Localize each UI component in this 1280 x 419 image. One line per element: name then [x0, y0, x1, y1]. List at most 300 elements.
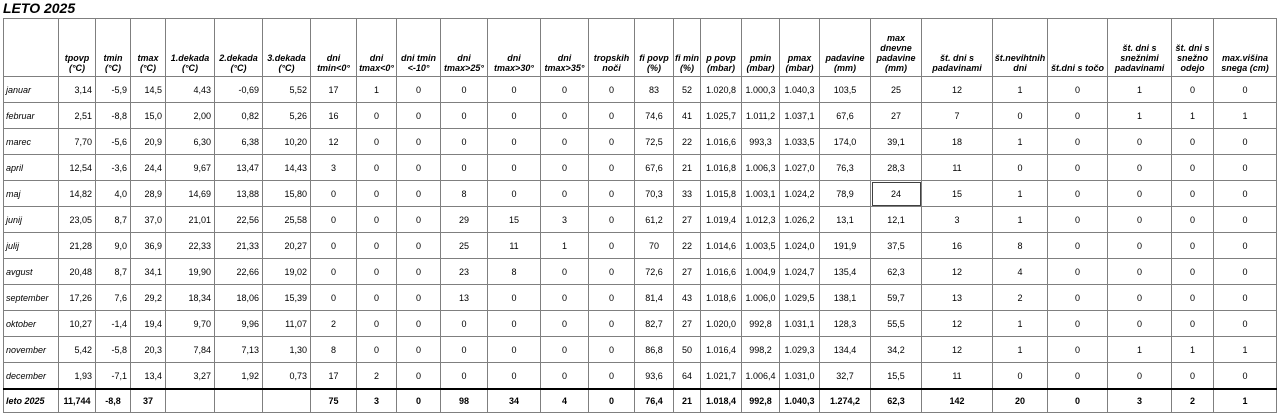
data-cell[interactable]: 18,34	[166, 285, 215, 311]
data-cell[interactable]: 15	[488, 207, 541, 233]
data-cell[interactable]: 0	[441, 311, 488, 337]
data-cell[interactable]: 0	[1214, 129, 1277, 155]
data-cell[interactable]: 0	[1214, 285, 1277, 311]
data-cell[interactable]: 1.024,0	[780, 233, 820, 259]
total-cell[interactable]: 62,3	[871, 389, 922, 413]
data-cell[interactable]: 10,20	[263, 129, 311, 155]
data-cell[interactable]: 0	[589, 181, 635, 207]
column-header[interactable]: dni tmin<0°	[311, 19, 357, 77]
data-cell[interactable]: 191,9	[820, 233, 871, 259]
month-cell[interactable]: februar	[4, 103, 59, 129]
data-cell[interactable]: 32,7	[820, 363, 871, 390]
data-cell[interactable]: 0	[541, 363, 589, 390]
data-cell[interactable]: 1	[1214, 337, 1277, 363]
data-cell[interactable]: 0	[357, 285, 397, 311]
data-cell[interactable]: 10,27	[59, 311, 96, 337]
data-cell[interactable]: 1.018,6	[701, 285, 742, 311]
data-cell[interactable]: 1.006,4	[742, 363, 780, 390]
total-cell[interactable]: 3	[1108, 389, 1172, 413]
data-cell[interactable]: 15	[922, 181, 993, 207]
data-cell[interactable]: 86,8	[635, 337, 674, 363]
data-cell[interactable]: 5,26	[263, 103, 311, 129]
data-cell[interactable]: 50	[674, 337, 701, 363]
total-cell[interactable]: 37	[131, 389, 166, 413]
data-cell[interactable]: 37,5	[871, 233, 922, 259]
data-cell[interactable]: 0	[397, 285, 441, 311]
data-cell[interactable]: 0	[1172, 155, 1214, 181]
data-cell[interactable]: 13,4	[131, 363, 166, 390]
data-cell[interactable]: 0	[488, 285, 541, 311]
data-cell[interactable]: 1	[993, 77, 1048, 103]
column-header[interactable]: tropskih noči	[589, 19, 635, 77]
data-cell[interactable]: 0	[1048, 155, 1108, 181]
data-cell[interactable]: 83	[635, 77, 674, 103]
data-cell[interactable]: 135,4	[820, 259, 871, 285]
data-cell[interactable]: 138,1	[820, 285, 871, 311]
column-header[interactable]: št.dni s točo	[1048, 19, 1108, 77]
data-cell[interactable]: 27	[674, 259, 701, 285]
data-cell[interactable]: 23	[441, 259, 488, 285]
total-cell[interactable]: 992,8	[742, 389, 780, 413]
data-cell[interactable]: 0	[397, 363, 441, 390]
total-cell[interactable]: 0	[397, 389, 441, 413]
data-cell[interactable]: 22,33	[166, 233, 215, 259]
data-cell[interactable]: 0	[589, 363, 635, 390]
data-cell[interactable]: 7	[922, 103, 993, 129]
data-cell[interactable]: 6,30	[166, 129, 215, 155]
data-cell[interactable]: 0	[1108, 181, 1172, 207]
data-cell[interactable]: 0	[1048, 77, 1108, 103]
data-cell[interactable]: 1,30	[263, 337, 311, 363]
data-cell[interactable]: 0	[1108, 363, 1172, 390]
data-cell[interactable]: 11	[922, 155, 993, 181]
data-cell[interactable]: 103,5	[820, 77, 871, 103]
data-cell[interactable]: 0	[1108, 207, 1172, 233]
data-cell[interactable]: 19,02	[263, 259, 311, 285]
data-cell[interactable]: 0	[589, 77, 635, 103]
data-cell[interactable]: 0	[1048, 181, 1108, 207]
data-cell[interactable]: 81,4	[635, 285, 674, 311]
column-header[interactable]: dni tmax>25°	[441, 19, 488, 77]
data-cell[interactable]: 28,3	[871, 155, 922, 181]
data-cell[interactable]: 0	[357, 155, 397, 181]
data-cell[interactable]: 1.006,0	[742, 285, 780, 311]
data-cell[interactable]: 0	[488, 181, 541, 207]
data-cell[interactable]: 22	[674, 129, 701, 155]
data-cell[interactable]: 0	[589, 285, 635, 311]
data-cell[interactable]: 76,3	[820, 155, 871, 181]
data-cell[interactable]: 0	[1048, 129, 1108, 155]
data-cell[interactable]: 0	[441, 103, 488, 129]
data-cell[interactable]: 39,1	[871, 129, 922, 155]
column-header[interactable]: dni tmax>30°	[488, 19, 541, 77]
data-cell[interactable]: 20,48	[59, 259, 96, 285]
column-header[interactable]: tpovp (°C)	[59, 19, 96, 77]
data-cell[interactable]: 0	[397, 207, 441, 233]
data-cell[interactable]: 8	[488, 259, 541, 285]
total-cell[interactable]: 0	[1048, 389, 1108, 413]
data-cell[interactable]: 62,3	[871, 259, 922, 285]
data-cell[interactable]: 14,82	[59, 181, 96, 207]
data-cell[interactable]: 1.014,6	[701, 233, 742, 259]
column-header[interactable]: 2.dekada (°C)	[215, 19, 263, 77]
data-cell[interactable]: 61,2	[635, 207, 674, 233]
data-cell[interactable]: 0	[1108, 259, 1172, 285]
data-cell[interactable]: 0	[441, 77, 488, 103]
data-cell[interactable]: 1	[357, 77, 397, 103]
data-cell[interactable]: 17	[311, 77, 357, 103]
total-cell[interactable]: 21	[674, 389, 701, 413]
data-cell[interactable]: 55,5	[871, 311, 922, 337]
data-cell[interactable]: 0	[357, 207, 397, 233]
data-cell[interactable]: 0	[589, 311, 635, 337]
total-cell[interactable]: 75	[311, 389, 357, 413]
data-cell[interactable]: 0	[397, 103, 441, 129]
data-cell[interactable]: 0,73	[263, 363, 311, 390]
total-cell[interactable]: 20	[993, 389, 1048, 413]
data-cell[interactable]: 67,6	[820, 103, 871, 129]
data-cell[interactable]: 1,92	[215, 363, 263, 390]
data-cell[interactable]: 13,47	[215, 155, 263, 181]
data-cell[interactable]: 0	[441, 337, 488, 363]
data-cell[interactable]: -7,1	[96, 363, 131, 390]
data-cell[interactable]: 11,07	[263, 311, 311, 337]
data-cell[interactable]: 8	[311, 337, 357, 363]
data-cell[interactable]: 0	[541, 311, 589, 337]
data-cell[interactable]: 0	[993, 103, 1048, 129]
data-cell[interactable]: 16	[922, 233, 993, 259]
data-cell[interactable]: 0	[397, 233, 441, 259]
data-cell[interactable]: 0	[541, 77, 589, 103]
total-cell[interactable]: 1.274,2	[820, 389, 871, 413]
data-cell[interactable]: 0	[441, 129, 488, 155]
total-cell[interactable]: 2	[1172, 389, 1214, 413]
data-cell[interactable]: 1	[993, 207, 1048, 233]
data-cell[interactable]: 0	[589, 129, 635, 155]
month-cell[interactable]: december	[4, 363, 59, 390]
column-header[interactable]: max.višina snega (cm)	[1214, 19, 1277, 77]
data-cell[interactable]: 3	[541, 207, 589, 233]
data-cell[interactable]: 70,3	[635, 181, 674, 207]
data-cell[interactable]: 0	[357, 233, 397, 259]
data-cell[interactable]: 13	[922, 285, 993, 311]
data-cell[interactable]: 0	[589, 337, 635, 363]
data-cell[interactable]: 0	[1172, 129, 1214, 155]
data-cell[interactable]: 36,9	[131, 233, 166, 259]
column-header[interactable]: max dnevne padavine (mm)	[871, 19, 922, 77]
data-cell[interactable]: 7,13	[215, 337, 263, 363]
data-cell[interactable]: 0	[1214, 363, 1277, 390]
data-cell[interactable]: 15,5	[871, 363, 922, 390]
data-cell[interactable]: 1	[993, 181, 1048, 207]
data-cell[interactable]: 3	[922, 207, 993, 233]
total-cell[interactable]: 4	[541, 389, 589, 413]
data-cell[interactable]: 22,66	[215, 259, 263, 285]
data-cell[interactable]: 0	[488, 129, 541, 155]
data-cell[interactable]: 22,56	[215, 207, 263, 233]
data-cell[interactable]: 1	[993, 337, 1048, 363]
data-cell[interactable]: 8,7	[96, 259, 131, 285]
data-cell[interactable]: 0	[1108, 311, 1172, 337]
data-cell[interactable]: 0	[541, 103, 589, 129]
data-cell[interactable]: 0	[1048, 259, 1108, 285]
total-cell[interactable]: 1.040,3	[780, 389, 820, 413]
data-cell[interactable]: 0	[1214, 155, 1277, 181]
data-cell[interactable]: 0	[541, 285, 589, 311]
data-cell[interactable]: 7,6	[96, 285, 131, 311]
data-cell[interactable]: 19,4	[131, 311, 166, 337]
data-cell[interactable]: 0	[541, 181, 589, 207]
data-cell[interactable]: 33	[674, 181, 701, 207]
data-cell[interactable]: 11	[488, 233, 541, 259]
data-cell[interactable]: 78,9	[820, 181, 871, 207]
data-cell[interactable]: 12,54	[59, 155, 96, 181]
data-cell[interactable]: 7,84	[166, 337, 215, 363]
data-cell[interactable]: 0	[397, 337, 441, 363]
data-cell[interactable]: 0	[1172, 181, 1214, 207]
data-cell[interactable]: 29	[441, 207, 488, 233]
data-cell[interactable]: 34,2	[871, 337, 922, 363]
data-cell[interactable]: 24,4	[131, 155, 166, 181]
data-cell[interactable]: 1.016,6	[701, 129, 742, 155]
column-header[interactable]: pmin (mbar)	[742, 19, 780, 77]
data-cell[interactable]: 0	[1172, 207, 1214, 233]
data-cell[interactable]: 0	[357, 129, 397, 155]
total-cell[interactable]: 1	[1214, 389, 1277, 413]
data-cell[interactable]: 20,9	[131, 129, 166, 155]
data-cell[interactable]: 15,80	[263, 181, 311, 207]
data-cell[interactable]: 27	[674, 207, 701, 233]
data-cell[interactable]: 21,28	[59, 233, 96, 259]
data-cell[interactable]: 6,38	[215, 129, 263, 155]
month-cell[interactable]: avgust	[4, 259, 59, 285]
data-cell[interactable]: 17	[311, 363, 357, 390]
data-cell[interactable]: 64	[674, 363, 701, 390]
data-cell[interactable]: 0	[488, 103, 541, 129]
data-cell[interactable]: 0	[397, 181, 441, 207]
data-cell[interactable]: 1.003,5	[742, 233, 780, 259]
data-cell[interactable]: 12,1	[871, 207, 922, 233]
total-cell[interactable]: 34	[488, 389, 541, 413]
data-cell[interactable]: 1.040,3	[780, 77, 820, 103]
column-header[interactable]: 3.dekada (°C)	[263, 19, 311, 77]
data-cell[interactable]: 3,14	[59, 77, 96, 103]
month-cell[interactable]: maj	[4, 181, 59, 207]
data-cell[interactable]: 0	[488, 311, 541, 337]
data-cell[interactable]: 2,51	[59, 103, 96, 129]
data-cell[interactable]: 4,43	[166, 77, 215, 103]
column-header[interactable]: št. dni s snežno odejo	[1172, 19, 1214, 77]
data-cell[interactable]: 0	[1108, 129, 1172, 155]
data-cell[interactable]: 16	[311, 103, 357, 129]
data-cell[interactable]: 70	[635, 233, 674, 259]
data-cell[interactable]: 18,06	[215, 285, 263, 311]
data-cell[interactable]: 12	[922, 77, 993, 103]
data-cell[interactable]: 1.027,0	[780, 155, 820, 181]
data-cell[interactable]: 1.033,5	[780, 129, 820, 155]
data-cell[interactable]: 93,6	[635, 363, 674, 390]
data-cell[interactable]: 1.003,1	[742, 181, 780, 207]
data-cell[interactable]: 19,90	[166, 259, 215, 285]
data-cell[interactable]: 21,33	[215, 233, 263, 259]
data-cell[interactable]: 0	[488, 337, 541, 363]
column-header[interactable]: fi min (%)	[674, 19, 701, 77]
data-cell[interactable]: 20,27	[263, 233, 311, 259]
data-cell[interactable]: 0	[1172, 363, 1214, 390]
data-cell[interactable]: 12	[922, 311, 993, 337]
data-cell[interactable]: 1	[1214, 103, 1277, 129]
data-cell[interactable]: 1.006,3	[742, 155, 780, 181]
month-cell[interactable]: november	[4, 337, 59, 363]
data-cell[interactable]: 1.000,3	[742, 77, 780, 103]
data-cell[interactable]: 0	[993, 155, 1048, 181]
data-cell[interactable]: 0	[1172, 77, 1214, 103]
data-cell[interactable]: 0	[1048, 363, 1108, 390]
data-cell[interactable]: 3	[311, 155, 357, 181]
data-cell[interactable]: -8,8	[96, 103, 131, 129]
data-cell[interactable]: -1,4	[96, 311, 131, 337]
data-cell[interactable]: 0	[357, 311, 397, 337]
data-cell[interactable]: 1.016,6	[701, 259, 742, 285]
data-cell[interactable]: 0	[397, 311, 441, 337]
data-cell[interactable]: 52	[674, 77, 701, 103]
data-cell[interactable]: 128,3	[820, 311, 871, 337]
data-cell[interactable]: -3,6	[96, 155, 131, 181]
data-cell[interactable]: 27	[871, 103, 922, 129]
data-cell[interactable]: 72,6	[635, 259, 674, 285]
data-cell[interactable]: 3,27	[166, 363, 215, 390]
data-cell[interactable]: 0	[1214, 259, 1277, 285]
data-cell[interactable]: 0	[357, 181, 397, 207]
total-cell[interactable]: 1.018,4	[701, 389, 742, 413]
data-cell[interactable]: 0	[541, 259, 589, 285]
data-cell[interactable]: 0	[397, 155, 441, 181]
data-cell[interactable]: 2	[993, 285, 1048, 311]
data-cell[interactable]: 1.015,8	[701, 181, 742, 207]
data-cell[interactable]: 0	[488, 155, 541, 181]
data-cell[interactable]: 1.031,1	[780, 311, 820, 337]
data-cell[interactable]: 15,0	[131, 103, 166, 129]
total-cell[interactable]: 11,744	[59, 389, 96, 413]
column-header[interactable]: št. dni s padavinami	[922, 19, 993, 77]
column-header[interactable]: pmax (mbar)	[780, 19, 820, 77]
data-cell[interactable]: 13,88	[215, 181, 263, 207]
data-cell[interactable]: 0	[1048, 285, 1108, 311]
total-cell[interactable]: 76,4	[635, 389, 674, 413]
data-cell[interactable]: 41	[674, 103, 701, 129]
month-cell[interactable]: junij	[4, 207, 59, 233]
data-cell[interactable]: 5,42	[59, 337, 96, 363]
column-header[interactable]: dni tmin <-10°	[397, 19, 441, 77]
data-cell[interactable]: 0	[1108, 285, 1172, 311]
data-cell[interactable]: 1	[993, 311, 1048, 337]
data-cell[interactable]: 0	[589, 155, 635, 181]
data-cell[interactable]: 13	[441, 285, 488, 311]
data-cell[interactable]: 0	[311, 207, 357, 233]
data-cell[interactable]: 1.019,4	[701, 207, 742, 233]
data-cell[interactable]: 0	[541, 155, 589, 181]
data-cell[interactable]: 82,7	[635, 311, 674, 337]
data-cell[interactable]: 1.021,7	[701, 363, 742, 390]
data-cell[interactable]: 29,2	[131, 285, 166, 311]
data-cell[interactable]: 1	[1172, 337, 1214, 363]
data-cell[interactable]: 993,3	[742, 129, 780, 155]
total-cell[interactable]: 98	[441, 389, 488, 413]
month-cell[interactable]: september	[4, 285, 59, 311]
column-header[interactable]: fi povp (%)	[635, 19, 674, 77]
data-cell[interactable]: 11	[922, 363, 993, 390]
data-cell[interactable]: 0	[311, 233, 357, 259]
data-cell[interactable]: 2	[357, 363, 397, 390]
data-cell[interactable]: -5,8	[96, 337, 131, 363]
total-cell[interactable]: -8,8	[96, 389, 131, 413]
data-cell[interactable]: 1.024,2	[780, 181, 820, 207]
data-cell[interactable]: 0	[1048, 207, 1108, 233]
data-cell[interactable]: 0	[311, 259, 357, 285]
data-cell[interactable]: 0	[1048, 103, 1108, 129]
column-header[interactable]: dni tmax<0°	[357, 19, 397, 77]
column-header[interactable]: tmax (°C)	[131, 19, 166, 77]
data-cell[interactable]: 1.029,5	[780, 285, 820, 311]
data-cell[interactable]: 1.020,8	[701, 77, 742, 103]
data-cell[interactable]: 0	[357, 103, 397, 129]
data-cell[interactable]: 992,8	[742, 311, 780, 337]
data-cell[interactable]: 0	[541, 337, 589, 363]
data-cell[interactable]: 8	[993, 233, 1048, 259]
data-cell[interactable]: 23,05	[59, 207, 96, 233]
data-cell[interactable]: 8	[441, 181, 488, 207]
data-cell[interactable]: 67,6	[635, 155, 674, 181]
column-header[interactable]: 1.dekada (°C)	[166, 19, 215, 77]
total-cell[interactable]: 0	[589, 389, 635, 413]
data-cell[interactable]: 1.026,2	[780, 207, 820, 233]
data-cell[interactable]: 12	[922, 337, 993, 363]
data-cell[interactable]: 174,0	[820, 129, 871, 155]
data-cell[interactable]: 1.031,0	[780, 363, 820, 390]
data-cell[interactable]: 0	[441, 155, 488, 181]
data-cell[interactable]: 28,9	[131, 181, 166, 207]
data-cell[interactable]: 1.029,3	[780, 337, 820, 363]
data-cell[interactable]: 27	[674, 311, 701, 337]
data-cell[interactable]: 0	[589, 103, 635, 129]
data-cell[interactable]: 43	[674, 285, 701, 311]
data-cell[interactable]: -5,9	[96, 77, 131, 103]
data-cell[interactable]: 20,3	[131, 337, 166, 363]
data-cell[interactable]: 0	[541, 129, 589, 155]
data-cell[interactable]: 0	[589, 233, 635, 259]
data-cell[interactable]: 0	[1214, 233, 1277, 259]
data-cell[interactable]: 0	[488, 77, 541, 103]
data-cell[interactable]: 18	[922, 129, 993, 155]
data-cell[interactable]: 2	[311, 311, 357, 337]
data-cell[interactable]: 0	[357, 259, 397, 285]
data-cell[interactable]: 0	[311, 181, 357, 207]
month-cell[interactable]: januar	[4, 77, 59, 103]
data-cell[interactable]: 0	[397, 259, 441, 285]
data-cell[interactable]: 0	[1172, 311, 1214, 337]
data-cell[interactable]: 24	[871, 181, 922, 207]
data-cell[interactable]: 1.012,3	[742, 207, 780, 233]
data-cell[interactable]: 0	[1214, 311, 1277, 337]
data-cell[interactable]: 0	[1048, 337, 1108, 363]
data-cell[interactable]: 0	[397, 77, 441, 103]
data-cell[interactable]: 1.024,7	[780, 259, 820, 285]
data-cell[interactable]: 14,69	[166, 181, 215, 207]
data-cell[interactable]: 0	[1172, 259, 1214, 285]
data-cell[interactable]: 1	[1108, 337, 1172, 363]
data-cell[interactable]: 12	[922, 259, 993, 285]
total-cell[interactable]: 142	[922, 389, 993, 413]
